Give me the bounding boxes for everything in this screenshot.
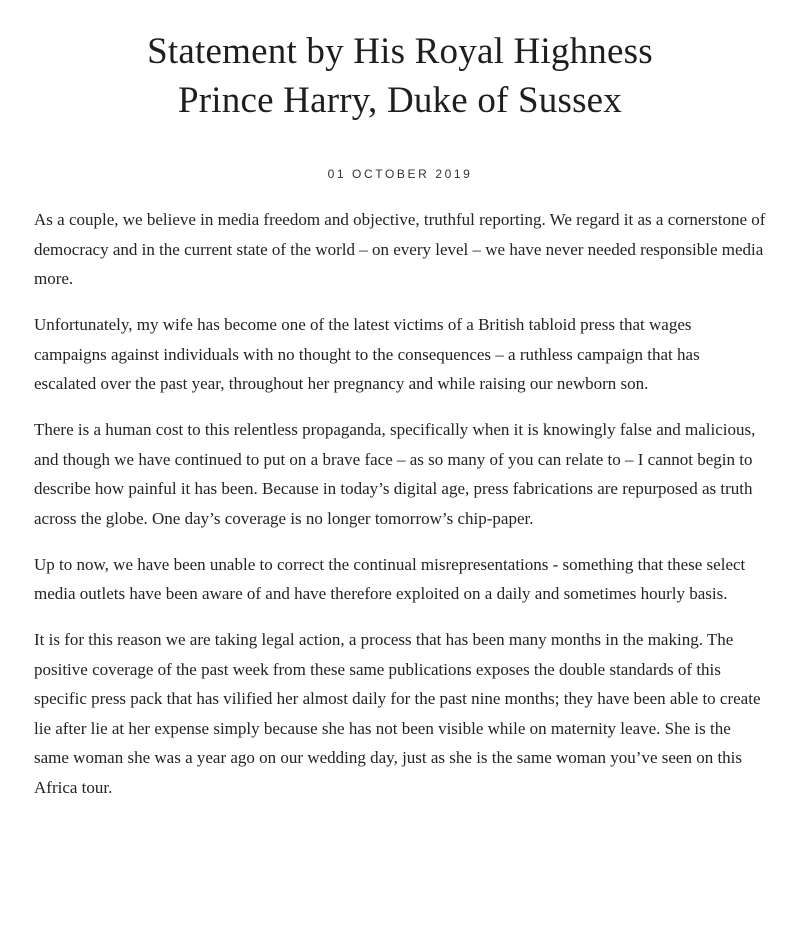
page-title [34,0,766,125]
paragraph-4: Up to now, we have been unable to correct the continual misrepresentations - something that these select media outlets have been aware of and have therefore exploited on a daily and sometimes hourly basis. [34,554,746,603]
paragraph-5: It is for this reason we are taking legal action, a process that has been many months in the making. The positive coverage of the past week from these same publications exposes the double standards of this specific press pack that has vilified her almost daily for the past nine months; they have been able to create lie after lie at her expense simply because she has not been visible while on maternity leave. She is the same woman she was a year ago on our wedding day, just as she is the same woman you’ve seen on this Africa tour. [34,630,761,797]
title-line-1: Statement by His Royal Highness [147,31,653,72]
title-line-2: Prince Harry, Duke of Sussex [177,80,623,121]
paragraph-1: As a couple, we believe in media freedom and objective, truthful reporting. We regard it as a cornerstone of democracy and in the current state of the world – on every level – we have never needed responsible media more. [34,210,766,288]
statement-body [34,205,766,802]
paragraph-2: Unfortunately, my wife has become one of the latest victims of a British tabloid press that wages campaigns against individuals with no thought to the consequences – a ruthless campaign that has escalated over the past year, throughout her pregnancy and while raising our newborn son. [34,315,700,393]
paragraph-3: There is a human cost to this relentless propaganda, specifically when it is knowingly false and malicious, and though we have continued to put on a brave face – as so many of you can relate to – I cannot begin to describe how painful it has been. Because in today’s digital age, press fabrications are repurposed as truth across the globe. One day’s coverage is no longer tomorrow’s chip-paper. [34,420,756,528]
statement-date: 01 OCTOBER 2019 [327,167,473,181]
